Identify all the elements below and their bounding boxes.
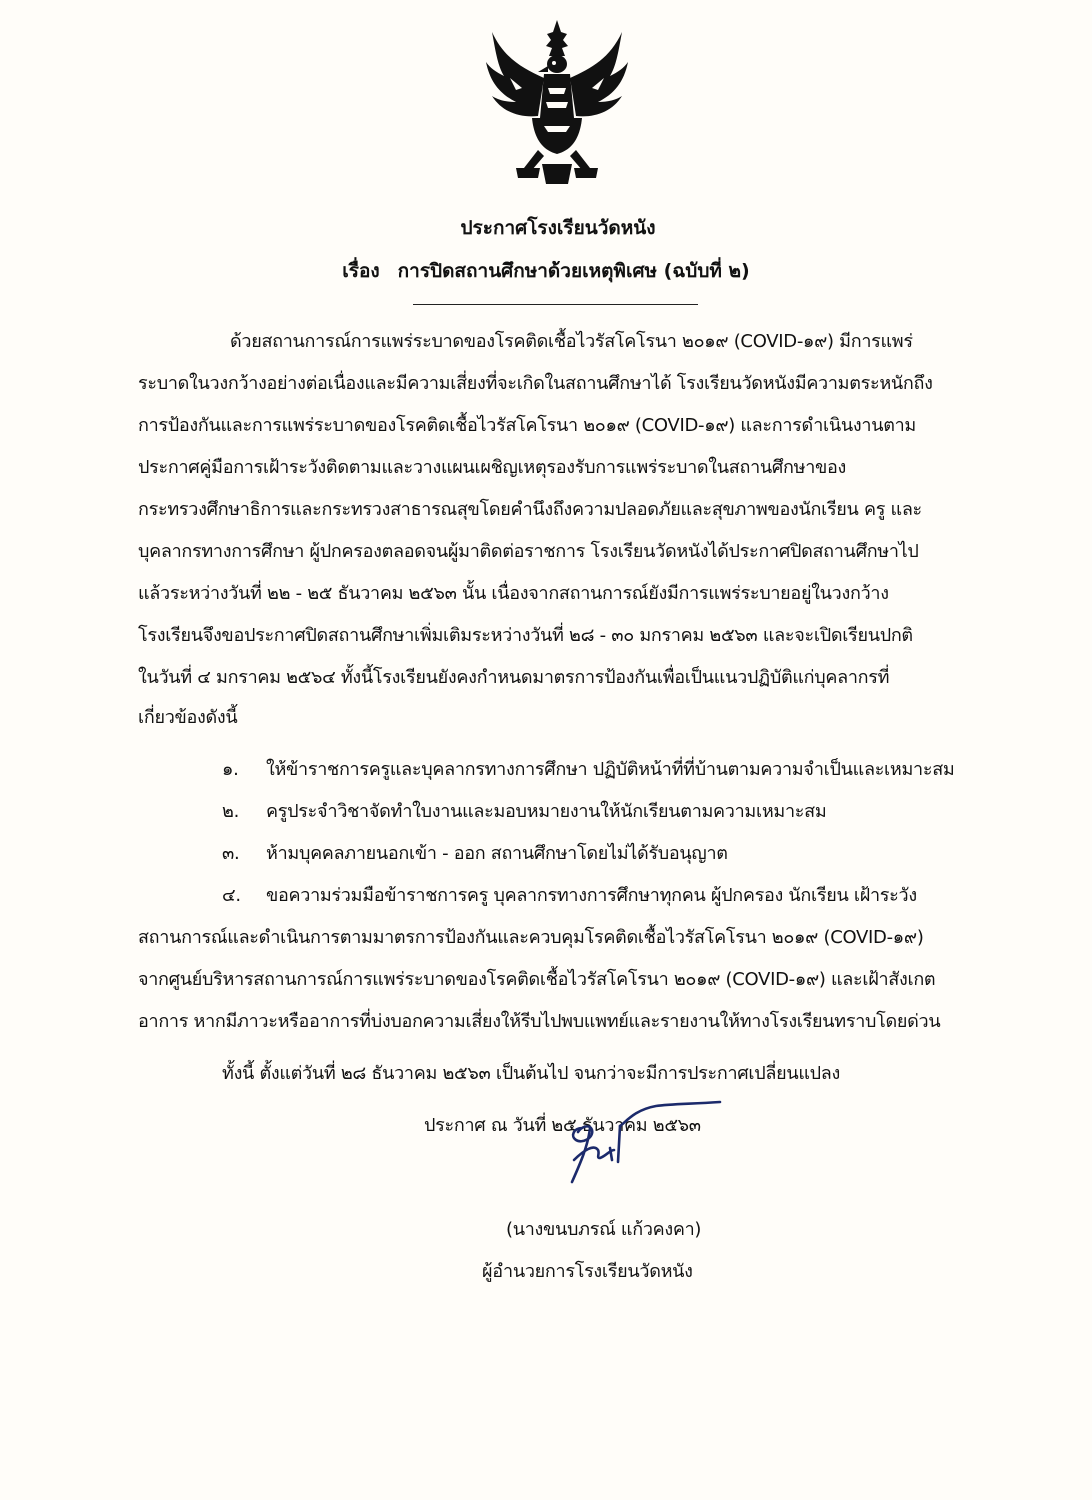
signer-position: ผู้อำนวยการโรงเรียนวัดหนัง	[482, 1261, 693, 1282]
title-divider	[413, 304, 698, 305]
announcement-subject	[0, 256, 1092, 286]
paragraph-line: ระบาดในวงกว้างอย่างต่อเนื่องและมีความเสี่ยงที่จะเกิดในสถานศึกษาได้ โรงเรียนวัดหนังมีความตระหนักถึง	[138, 373, 933, 394]
item4-continuation-line: อาการ หากมีภาวะหรืออาการที่บ่งบอกความเสี่ยงให้รีบไปพบแพทย์และรายงานให้ทางโรงเรียนทราบโดยด่วน	[138, 1011, 941, 1032]
item4-continuation-line: สถานการณ์และดำเนินการตามมาตรการป้องกันและควบคุมโรคติดเชื้อไวรัสโคโรนา ๒๐๑๙ (COVID-๑๙)	[138, 927, 924, 948]
list-item	[222, 884, 917, 908]
garuda-emblem-icon	[482, 18, 632, 186]
list-item	[222, 758, 954, 782]
paragraph-line: ในวันที่ ๔ มกราคม ๒๕๖๔ ทั้งนี้โรงเรียนยังคงกำหนดมาตรการป้องกันเพื่อเป็นแนวปฏิบัติแก่บุคลากรที่	[138, 667, 890, 688]
announced-date: ประกาศ ณ วันที่ ๒๕ ธันวาคม ๒๕๖๓	[424, 1115, 701, 1136]
paragraph-line: เกี่ยวข้องดังนี้	[138, 707, 238, 728]
paragraph-line: การป้องกันและการแพร่ระบาดของโรคติดเชื้อไวรัสโคโรนา ๒๐๑๙ (COVID-๑๙) และการดำเนินงานตาม	[138, 415, 916, 436]
signer-name: (นางขนบภรณ์ แก้วคงคา)	[506, 1219, 702, 1240]
list-item-text: ห้ามบุคคลภายนอกเข้า - ออก สถานศึกษาโดยไม่ได้รับอนุญาต	[266, 843, 728, 864]
paragraph-line: ประกาศคู่มือการเฝ้าระวังติดตามและวางแผนเผชิญเหตุรองรับการแพร่ระบาดในสถานศึกษาของ	[138, 457, 847, 478]
list-item-number: ๓.	[222, 843, 240, 864]
signature-icon	[560, 1098, 730, 1190]
list-item-text: ให้ข้าราชการครูและบุคลากรทางการศึกษา ปฏิบัติหน้าที่ที่บ้านตามความจำเป็นและเหมาะสม	[266, 759, 955, 780]
list-item	[222, 800, 826, 824]
paragraph-line: โรงเรียนจึงขอประกาศปิดสถานศึกษาเพิ่มเติมระหว่างวันที่ ๒๘ - ๓๐ มกราคม ๒๕๖๓ และจะเปิดเรียนปกติ	[138, 625, 913, 646]
list-item-text: ครูประจำวิชาจัดทำใบงานและมอบหมายงานให้นักเรียนตามความเหมาะสม	[266, 801, 827, 822]
list-item-text: ขอความร่วมมือข้าราชการครู บุคลากรทางการศึกษาทุกคน ผู้ปกครอง นักเรียน เฝ้าระวัง	[266, 885, 917, 906]
list-item-number: ๒.	[222, 801, 239, 822]
effective-date-line: ทั้งนี้ ตั้งแต่วันที่ ๒๘ ธันวาคม ๒๕๖๓ เป็นต้นไป จนกว่าจะมีการประกาศเปลี่ยนแปลง	[222, 1063, 840, 1084]
paragraph-line: แล้วระหว่างวันที่ ๒๒ - ๒๕ ธันวาคม ๒๕๖๓ นั้น เนื่องจากสถานการณ์ยังมีการแพร่ระบายอยู่ในวงกว้าง	[138, 583, 889, 604]
list-item	[222, 842, 728, 866]
paragraph-line: บุคลากรทางการศึกษา ผู้ปกครองตลอดจนผู้มาติดต่อราชการ โรงเรียนวัดหนังได้ประกาศปิดสถานศึกษาไป	[138, 541, 919, 562]
paragraph-line: กระทรวงศึกษาธิการและกระทรวงสาธารณสุขโดยคำนึงถึงความปลอดภัยและสุขภาพของนักเรียน ครู และ	[138, 499, 922, 520]
announcement-title: ประกาศโรงเรียนวัดหนัง	[460, 217, 656, 239]
subject-text: การปิดสถานศึกษาด้วยเหตุพิเศษ (ฉบับที่ ๒)	[397, 260, 750, 282]
subject-label: เรื่อง	[342, 260, 380, 282]
paragraph-line: ด้วยสถานการณ์การแพร่ระบาดของโรคติดเชื้อไวรัสโคโรนา ๒๐๑๙ (COVID-๑๙) มีการแพร่	[230, 331, 913, 352]
list-item-number: ๔.	[222, 885, 241, 906]
list-item-number: ๑.	[222, 759, 239, 780]
item4-continuation-line: จากศูนย์บริหารสถานการณ์การแพร่ระบาดของโรคติดเชื้อไวรัสโคโรนา ๒๐๑๙ (COVID-๑๙) และเฝ้าสังเกต	[138, 969, 936, 990]
